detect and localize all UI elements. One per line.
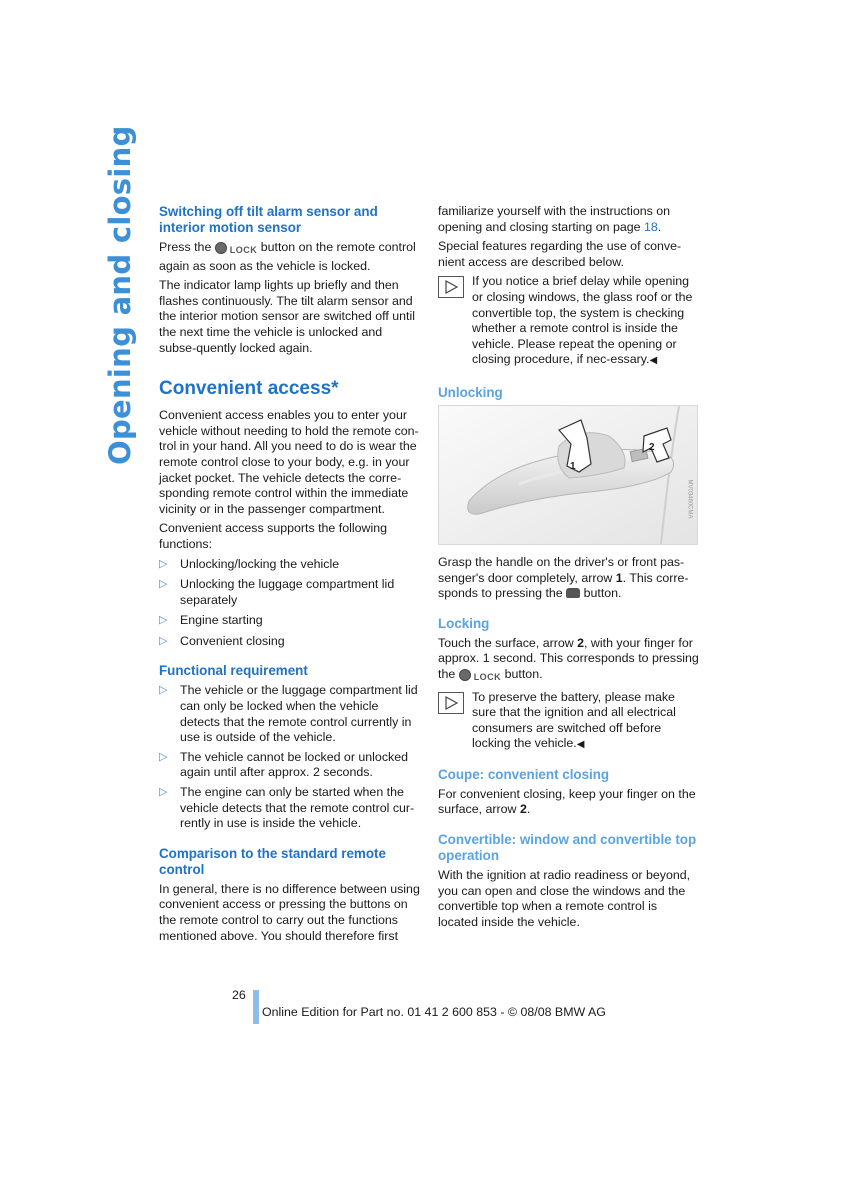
locking-paragraph: Touch the surface, arrow 2, with your finger for approx. 1 second. This corresponds to pressing the LOCK button.	[438, 636, 700, 686]
convertible-paragraph: With the ignition at radio readiness or beyond, you can open and close the windows and the convertible top when a remote control is located inside the vehicle.	[438, 868, 691, 929]
comparison-heading: Comparison to the standard remote control	[159, 845, 386, 877]
door-handle-illustration	[438, 405, 698, 545]
locking-heading: Locking	[438, 615, 490, 631]
list-item: ▷ Unlocking/locking the vehicle	[159, 556, 340, 571]
end-mark-icon: ◀	[576, 739, 585, 751]
list-item: ▷ The engine can only be started when the vehicle detects that the remote control cur-rently in use is inside the vehicle.	[159, 785, 415, 831]
convenient-access-paragraph-2: Convenient access supports the following functions:	[159, 521, 387, 551]
page-number: 26	[232, 988, 246, 1002]
chapter-side-title	[103, 125, 143, 505]
list-item: ▷ Unlocking the luggage compartment lid separately	[159, 577, 395, 607]
bullet-arrow-icon: ▷	[159, 614, 168, 627]
page-reference-link[interactable]: 18	[644, 219, 658, 234]
coupe-heading: Coupe: convenient closing	[438, 766, 610, 782]
bullet-arrow-icon: ▷	[159, 786, 168, 799]
coupe-paragraph: For convenient closing, keep your finger on the surface, arrow 2.	[438, 786, 696, 817]
footer-edition-text: Online Edition for Part no. 01 41 2 600 853 - © 08/08 BMW AG	[262, 1005, 606, 1019]
list-item: ▷ Convenient closing	[159, 633, 285, 648]
list-item: ▷ Engine starting	[159, 613, 263, 628]
requirements-list	[159, 683, 421, 831]
lock-button-icon: LOCK	[459, 669, 502, 686]
convenient-access-heading: Convenient access*	[159, 378, 339, 400]
right-column	[438, 204, 700, 934]
tilt-alarm-paragraph-1	[159, 240, 421, 274]
left-column	[159, 204, 421, 948]
tilt-alarm-paragraph-2: The indicator lamp lights up briefly and then flashes continuously. The tilt alarm sensor and the interior motion sensor are switched off until the next time the vehicle is unlocked and subse-quently locked again.	[159, 278, 415, 355]
note-battery	[438, 690, 700, 753]
figure-code: MV03460CMA	[686, 479, 693, 519]
note-triangle-icon	[438, 276, 464, 298]
lock-label: LOCK	[229, 245, 258, 255]
tilt-alarm-heading: Switching off tilt alarm sensor and interior motion sensor	[159, 204, 378, 235]
special-features-paragraph: Special features regarding the use of conve-nient access are described below.	[438, 239, 682, 269]
unlocking-paragraph: Grasp the handle on the driver's or front pas-senger's door completely, arrow 1. This corre-sponds to pressing the button.	[438, 554, 689, 601]
note-triangle-icon	[438, 692, 464, 714]
arrow-1-label: 1	[570, 460, 576, 472]
list-item: ▷ The vehicle or the luggage compartment lid can only be locked when the vehicle detects that the remote control currently in use is outside of the vehicle.	[159, 683, 418, 745]
bullet-arrow-icon: ▷	[159, 750, 168, 763]
unlock-button-icon	[566, 588, 580, 598]
bullet-arrow-icon: ▷	[159, 578, 168, 591]
list-item: ▷ The vehicle cannot be locked or unlocked again until after approx. 2 seconds.	[159, 749, 408, 780]
note-delay	[438, 274, 700, 369]
bullet-arrow-icon: ▷	[159, 557, 168, 570]
convenient-access-paragraph-1: Convenient access enables you to enter your vehicle without needing to hold the remote con-trol in your hand. All you need to do is wear the remote control close to your body, e.g. in your jacket pocket. The vehicle detects the corre-sponding remote control within the immediate vicinity or in the passenger compartment.	[159, 408, 419, 516]
bullet-arrow-icon: ▷	[159, 634, 168, 647]
note-delay-text: If you notice a brief delay while opening or closing windows, the glass roof or the convertible top, the system is checking whether a remote control is inside the vehicle. Please repeat the opening or closing procedure, if nec-essary.	[472, 274, 693, 367]
arrow-2-label: 2	[649, 441, 655, 453]
lock-button-icon	[215, 242, 258, 259]
comparison-paragraph: In general, there is no difference between using convenient access or pressing the buttons on the remote control to carry out the functions mentioned above. You should therefore first	[159, 881, 420, 943]
functions-list	[159, 557, 421, 650]
tilt-p1-text-a: Press the	[159, 240, 212, 254]
familiarize-paragraph: familiarize yourself with the instructions on opening and closing starting on page 18.	[438, 204, 671, 234]
chapter-side-title-text: Opening and closing	[103, 125, 137, 465]
unlocking-heading: Unlocking	[438, 384, 503, 400]
end-mark-icon: ◀	[649, 355, 658, 367]
convertible-heading: Convertible: window and convertible top operation	[438, 832, 697, 864]
tilt-p1-text-b: button on the remote control again as soon as the vehicle is locked.	[159, 240, 416, 273]
bullet-arrow-icon: ▷	[159, 684, 168, 697]
functional-requirement-heading: Functional requirement	[159, 663, 308, 679]
note-battery-text: To preserve the battery, please make sure that the ignition and all electrical consumers are switched off before locking the vehicle.	[472, 689, 676, 751]
footer-accent-bar	[253, 990, 259, 1024]
door-handle-image	[439, 406, 697, 544]
